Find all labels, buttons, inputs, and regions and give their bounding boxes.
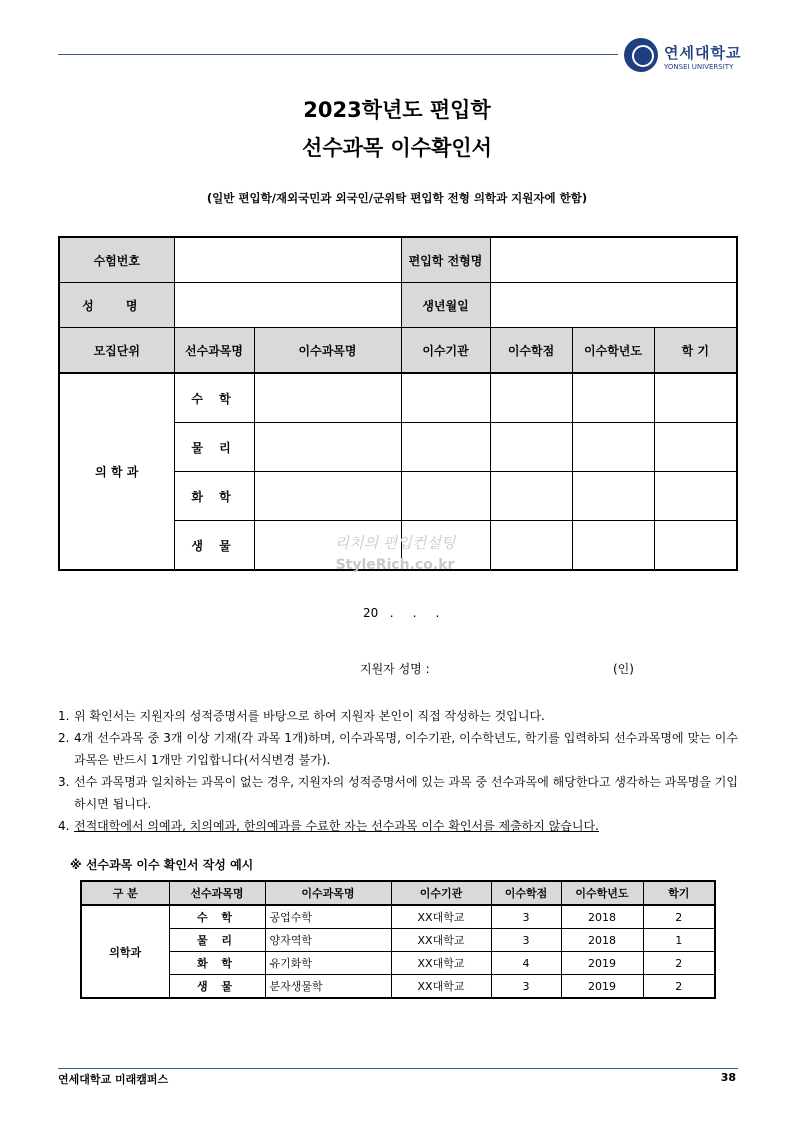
logo-name: 연세대학교 xyxy=(664,44,742,62)
example-header: 구 분 xyxy=(81,881,169,905)
emblem-icon xyxy=(624,38,658,72)
subject-cell: 수 학 xyxy=(174,373,254,423)
example-semester: 2 xyxy=(643,975,715,999)
note-number: 1. xyxy=(58,709,70,723)
watermark xyxy=(300,532,490,573)
course-field[interactable] xyxy=(254,423,401,472)
example-header: 학기 xyxy=(643,881,715,905)
logo-subtitle: YONSEI UNIVERSITY xyxy=(664,63,734,71)
example-header: 선수과목명 xyxy=(169,881,265,905)
name-field[interactable] xyxy=(174,283,401,328)
example-subject: 생 물 xyxy=(169,975,265,999)
page-title-line2: 선수과목 이수확인서 xyxy=(302,136,492,160)
credit-field[interactable] xyxy=(490,373,572,423)
example-credit: 3 xyxy=(491,905,561,929)
table-row xyxy=(81,929,715,952)
university-logo xyxy=(620,38,750,78)
year-field[interactable] xyxy=(572,423,654,472)
example-semester: 1 xyxy=(643,929,715,952)
list-item xyxy=(58,815,738,837)
semester-field[interactable] xyxy=(654,423,737,472)
col-header: 모집단위 xyxy=(59,328,174,374)
exam-no-label: 수험번호 xyxy=(59,237,174,283)
example-course: 분자생물학 xyxy=(265,975,391,999)
department-cell: 의 학 과 xyxy=(59,373,174,570)
example-year: 2018 xyxy=(561,929,643,952)
subject-cell: 화 학 xyxy=(174,472,254,521)
note-number: 2. xyxy=(58,731,70,745)
list-item xyxy=(58,727,738,771)
exam-no-field[interactable] xyxy=(174,237,401,283)
list-item xyxy=(58,771,738,815)
course-field[interactable] xyxy=(254,373,401,423)
example-table xyxy=(80,880,716,999)
transfer-type-field[interactable] xyxy=(490,237,737,283)
example-school: XX대학교 xyxy=(391,975,491,999)
date-line: 20 . . . xyxy=(363,606,440,620)
table-row xyxy=(81,975,715,999)
note-number: 3. xyxy=(58,775,70,789)
col-header: 선수과목명 xyxy=(174,328,254,374)
page-number: 38 xyxy=(720,1071,736,1084)
example-department: 의학과 xyxy=(81,905,169,998)
footer-rule xyxy=(58,1068,738,1069)
note-text: 전적대학에서 의예과, 치의예과, 한의예과를 수료한 자는 선수과목 이수 확인서를 제출하지 않습니다. xyxy=(74,819,599,833)
subject-cell: 물 리 xyxy=(174,423,254,472)
example-year: 2019 xyxy=(561,952,643,975)
example-header: 이수과목명 xyxy=(265,881,391,905)
example-header: 이수학년도 xyxy=(561,881,643,905)
credit-field[interactable] xyxy=(490,472,572,521)
page-title-line1: 2023학년도 편입학 xyxy=(303,98,491,122)
school-field[interactable] xyxy=(401,423,490,472)
example-header: 이수기관 xyxy=(391,881,491,905)
col-header: 이수학점 xyxy=(490,328,572,374)
example-course: 공업수학 xyxy=(265,905,391,929)
table-row xyxy=(81,905,715,929)
credit-field[interactable] xyxy=(490,423,572,472)
table-row xyxy=(81,952,715,975)
birth-field[interactable] xyxy=(490,283,737,328)
example-school: XX대학교 xyxy=(391,929,491,952)
name-label: 성 명 xyxy=(59,283,174,328)
course-field[interactable] xyxy=(254,472,401,521)
example-school: XX대학교 xyxy=(391,952,491,975)
example-course: 유기화학 xyxy=(265,952,391,975)
example-header: 이수학점 xyxy=(491,881,561,905)
instructions-list xyxy=(58,705,738,837)
watermark-line2: StyleRich.co.kr xyxy=(335,557,455,573)
year-field[interactable] xyxy=(572,472,654,521)
year-field[interactable] xyxy=(572,521,654,571)
example-credit: 3 xyxy=(491,975,561,999)
semester-field[interactable] xyxy=(654,472,737,521)
note-text: 위 확인서는 지원자의 성적증명서를 바탕으로 하여 지원자 본인이 직접 작성하는 것입니다. xyxy=(74,709,545,723)
transfer-type-label: 편입학 전형명 xyxy=(401,237,490,283)
footer-campus: 연세대학교 미래캠퍼스 xyxy=(58,1073,169,1086)
example-school: XX대학교 xyxy=(391,905,491,929)
example-subject: 물 리 xyxy=(169,929,265,952)
col-header: 이수기관 xyxy=(401,328,490,374)
header-rule xyxy=(58,54,618,55)
note-number: 4. xyxy=(58,819,70,833)
col-header: 학 기 xyxy=(654,328,737,374)
example-year: 2019 xyxy=(561,975,643,999)
example-credit: 3 xyxy=(491,929,561,952)
school-field[interactable] xyxy=(401,472,490,521)
school-field[interactable] xyxy=(401,373,490,423)
applicant-signature-label: 지원자 성명 : xyxy=(360,662,430,676)
seal-mark: (인) xyxy=(613,662,634,676)
year-field[interactable] xyxy=(572,373,654,423)
example-subject: 화 학 xyxy=(169,952,265,975)
col-header: 이수학년도 xyxy=(572,328,654,374)
semester-field[interactable] xyxy=(654,521,737,571)
list-item xyxy=(58,705,738,727)
example-credit: 4 xyxy=(491,952,561,975)
example-semester: 2 xyxy=(643,952,715,975)
confirmation-form-table xyxy=(58,236,738,571)
birth-label: 생년월일 xyxy=(401,283,490,328)
watermark-line1: 리치의 편입컨설팅 xyxy=(334,534,456,552)
note-text: 선수 과목명과 일치하는 과목이 없는 경우, 지원자의 성적증명서에 있는 과목 중 선수과목에 해당한다고 생각하는 과목명을 기입하시면 됩니다. xyxy=(74,775,738,811)
semester-field[interactable] xyxy=(654,373,737,423)
example-year: 2018 xyxy=(561,905,643,929)
example-semester: 2 xyxy=(643,905,715,929)
col-header: 이수과목명 xyxy=(254,328,401,374)
example-subject: 수 학 xyxy=(169,905,265,929)
note-text: 4개 선수과목 중 3개 이상 기재(각 과목 1개)하며, 이수과목명, 이수기관, 이수학년도, 학기를 입력하되 선수과목명에 맞는 이수과목은 반드시 1개만 기입합니다(서식변경 불가). xyxy=(74,731,738,767)
credit-field[interactable] xyxy=(490,521,572,571)
example-course: 양자역학 xyxy=(265,929,391,952)
subject-cell: 생 물 xyxy=(174,521,254,571)
page-subtitle: (일반 편입학/재외국민과 외국인/군위탁 편입학 전형 의학과 지원자에 한함) xyxy=(206,191,588,205)
example-title: ※ 선수과목 이수 확인서 작성 예시 xyxy=(70,858,254,872)
